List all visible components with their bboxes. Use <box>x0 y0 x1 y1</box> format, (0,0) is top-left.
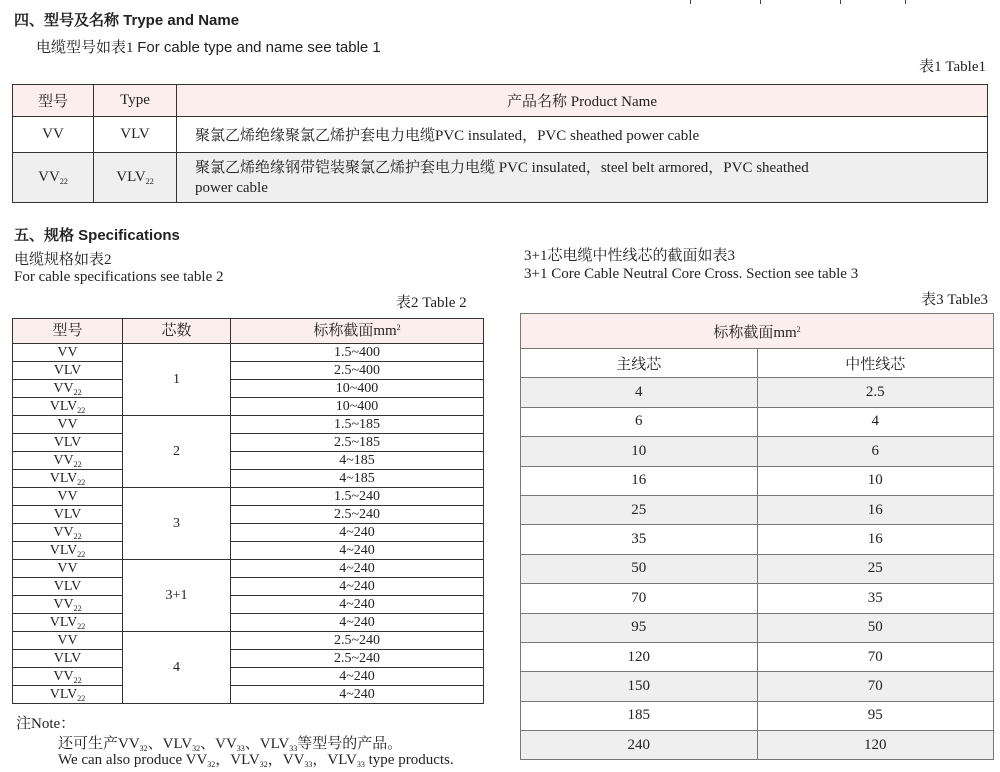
note-subscript: 32 <box>259 760 268 769</box>
top-decoration <box>690 0 990 5</box>
table2-label: 表2 Table 2 <box>396 295 467 311</box>
table1-header-type: Type <box>94 85 177 117</box>
table3-cell-neutral-core: 25 <box>757 554 994 583</box>
table2-header-section: 标称截面$mm^2$ <box>231 319 484 344</box>
note-text: 还可生产VV <box>58 736 140 752</box>
table2-cell-model: $VLV_{22}$ <box>13 614 123 632</box>
table2-cell-model: $VLV_{22}$ <box>13 470 123 488</box>
table3-cell-main-core: 70 <box>521 584 758 613</box>
table2-cell-model: $VLV_{22}$ <box>13 398 123 416</box>
table1-cell-type: $VLV_{22}$ <box>94 153 177 203</box>
table-row <box>13 686 484 704</box>
note-subscript: 33 <box>289 744 298 753</box>
table3-cell-neutral-core: 16 <box>757 495 994 524</box>
note-subscript: 33 <box>356 760 365 769</box>
table2-cell-section: 4~185 <box>231 470 484 488</box>
table-row <box>13 578 484 596</box>
table2-cell-model: VV <box>13 344 123 362</box>
table-row <box>13 524 484 542</box>
note-text: ，VLV <box>215 752 260 768</box>
table3-cell-neutral-core: 16 <box>757 525 994 554</box>
table2-cell-section: 4~240 <box>231 524 484 542</box>
table2-cell-section: 2.5~185 <box>231 434 484 452</box>
table2-header-cores: 芯数 <box>123 319 231 344</box>
table3-header-neutral-core: 中性线芯 <box>757 349 994 378</box>
table2-cell-model: $VV_{22}$ <box>13 596 123 614</box>
table-row <box>521 495 994 524</box>
table2-cell-model: VLV <box>13 650 123 668</box>
table-row <box>13 416 484 434</box>
note-en <box>58 748 454 769</box>
table2-cell-model: VV <box>13 488 123 506</box>
section5-intro-en: For cable specifications see table 2 <box>14 269 224 285</box>
table2-cell-section: 1.5~240 <box>231 488 484 506</box>
table2-cell-section: 2.5~240 <box>231 650 484 668</box>
table1-header-product-name: 产品名称 Product Name <box>177 85 988 117</box>
table2-cell-section: 4~185 <box>231 452 484 470</box>
table-row <box>521 407 994 436</box>
table3-cell-neutral-core: 6 <box>757 437 994 466</box>
table3-header-main-core: 主线芯 <box>521 349 758 378</box>
table1-cell-type: VLV <box>94 117 177 153</box>
table3-cell-main-core: 16 <box>521 466 758 495</box>
note-text: 、VLV <box>147 736 193 752</box>
table-row <box>521 437 994 466</box>
table-row <box>13 470 484 488</box>
table2-cell-model: $VV_{22}$ <box>13 524 123 542</box>
table2-cell-model: $VV_{22}$ <box>13 452 123 470</box>
table3-cell-main-core: 35 <box>521 525 758 554</box>
table-row <box>13 614 484 632</box>
table-row <box>521 525 994 554</box>
table2-cell-section: 1.5~185 <box>231 416 484 434</box>
table3-cell-main-core: 95 <box>521 613 758 642</box>
table1-label: 表1 Table1 <box>919 59 986 75</box>
table3-subheader-row <box>521 349 994 378</box>
table-row <box>521 642 994 671</box>
table-row <box>13 153 988 203</box>
table2-cell-section: 2.5~240 <box>231 632 484 650</box>
table2-cell-model: VLV <box>13 362 123 380</box>
table3-cell-main-core: 50 <box>521 554 758 583</box>
section4-intro <box>36 36 381 57</box>
table-row <box>13 434 484 452</box>
table3-cell-neutral-core: 2.5 <box>757 378 994 407</box>
note-subscript: 32 <box>139 744 148 753</box>
table3-intro-en: 3+1 Core Cable Neutral Core Cross. Section see table 3 <box>524 266 859 282</box>
table2-cell-model: VLV <box>13 578 123 596</box>
table2-cell-section: 4~240 <box>231 578 484 596</box>
table2-cell-model: VLV <box>13 506 123 524</box>
table3-cell-neutral-core: 50 <box>757 613 994 642</box>
table2-cell-section: 2.5~240 <box>231 506 484 524</box>
table3-label: 表3 Table3 <box>921 292 988 308</box>
table3-cell-main-core: 6 <box>521 407 758 436</box>
table3-cell-neutral-core: 10 <box>757 466 994 495</box>
table2-cell-model: VV <box>13 416 123 434</box>
table2-header-model: 型号 <box>13 319 123 344</box>
note-text: We can also produce VV <box>58 752 208 768</box>
table3-cell-neutral-core: 70 <box>757 672 994 701</box>
table-row <box>13 452 484 470</box>
note-text: type products. <box>364 752 454 768</box>
table-row <box>13 117 988 153</box>
table2-cell-cores: 3 <box>123 488 231 560</box>
section4-heading: 四、型号及名称 Trype and Name <box>14 12 240 29</box>
table2-header-row <box>13 319 484 344</box>
section5-intro-cn: 电缆规格如表2 <box>14 252 112 268</box>
table3-cell-main-core: 10 <box>521 437 758 466</box>
table-row <box>521 554 994 583</box>
table3-cell-neutral-core: 95 <box>757 701 994 730</box>
table2 <box>12 318 484 704</box>
note-text: 、VLV <box>244 736 290 752</box>
table2-cell-cores: 4 <box>123 632 231 704</box>
table-row <box>13 650 484 668</box>
table2-cell-section: 4~240 <box>231 668 484 686</box>
note-text: 、VV <box>200 736 237 752</box>
note-text: 等型号的产品。 <box>297 736 403 752</box>
table2-cell-section: 1.5~400 <box>231 344 484 362</box>
table1-header-row <box>13 85 988 117</box>
table2-cell-cores: 1 <box>123 344 231 416</box>
table2-cell-cores: 3+1 <box>123 560 231 632</box>
table3-cell-main-core: 185 <box>521 701 758 730</box>
table2-cell-section: 4~240 <box>231 614 484 632</box>
table-row <box>13 560 484 578</box>
table3-cell-main-core: 4 <box>521 378 758 407</box>
note-subscript: 33 <box>304 760 313 769</box>
table-row <box>521 584 994 613</box>
table1-cell-desc: 聚氯乙烯绝缘聚氯乙烯护套电力电缆PVC insulated，PVC sheathed power cable <box>177 117 988 153</box>
table1-cell-model: VV <box>13 117 94 153</box>
table-row <box>521 701 994 730</box>
table2-cell-model: VLV <box>13 434 123 452</box>
table2-cell-section: 4~240 <box>231 560 484 578</box>
table-row <box>13 542 484 560</box>
note-text: ，VV <box>267 752 305 768</box>
table2-cell-cores: 2 <box>123 416 231 488</box>
table2-cell-section: 4~240 <box>231 542 484 560</box>
table-row <box>521 672 994 701</box>
table2-cell-model: $VV_{22}$ <box>13 380 123 398</box>
note-text: ，VLV <box>312 752 357 768</box>
table-row <box>521 466 994 495</box>
table3-cell-main-core: 25 <box>521 495 758 524</box>
table-row <box>13 488 484 506</box>
table-row <box>521 378 994 407</box>
table-row <box>13 668 484 686</box>
table2-cell-section: 10~400 <box>231 398 484 416</box>
table3-header-section: 标称截面$mm^2$ <box>521 314 994 349</box>
table3-cell-main-core: 240 <box>521 731 758 760</box>
note-subscript: 32 <box>207 760 216 769</box>
table1-cell-model: $VV_{22}$ <box>13 153 94 203</box>
table3-cell-neutral-core: 35 <box>757 584 994 613</box>
table3-header-row <box>521 314 994 349</box>
table3-cell-neutral-core: 120 <box>757 731 994 760</box>
table3-cell-main-core: 150 <box>521 672 758 701</box>
table2-cell-model: VV <box>13 560 123 578</box>
table3-cell-neutral-core: 70 <box>757 642 994 671</box>
section4-intro-en: For cable type and name see table 1 <box>137 39 381 56</box>
table1 <box>12 84 988 203</box>
table2-cell-model: $VLV_{22}$ <box>13 686 123 704</box>
table-row <box>13 632 484 650</box>
table-row <box>13 362 484 380</box>
table1-header-model: 型号 <box>13 85 94 117</box>
table2-cell-model: VV <box>13 632 123 650</box>
table2-cell-section: 4~240 <box>231 596 484 614</box>
note-label: 注Note： <box>16 716 76 732</box>
table-row <box>13 344 484 362</box>
table-row <box>13 506 484 524</box>
table2-cell-section: 10~400 <box>231 380 484 398</box>
table2-cell-model: $VV_{22}$ <box>13 668 123 686</box>
section5-heading: 五、规格 Specifications <box>14 227 180 244</box>
table-row <box>521 731 994 760</box>
table-row <box>521 613 994 642</box>
table1-cell-desc: 聚氯乙烯绝缘钢带铠装聚氯乙烯护套电力电缆 PVC insulated，steel belt armored，PVC sheathed power cable <box>177 153 988 203</box>
note-subscript: 33 <box>236 744 245 753</box>
table2-cell-model: $VLV_{22}$ <box>13 542 123 560</box>
table-row <box>13 596 484 614</box>
table3-cell-neutral-core: 4 <box>757 407 994 436</box>
note-subscript: 32 <box>192 744 201 753</box>
table-row <box>13 380 484 398</box>
table2-cell-section: 4~240 <box>231 686 484 704</box>
table3-cell-main-core: 120 <box>521 642 758 671</box>
table3 <box>520 313 994 760</box>
section4-intro-cn: 电缆型号如表1 <box>36 40 134 56</box>
table-row <box>13 398 484 416</box>
table3-intro-cn: 3+1芯电缆中性线芯的截面如表3 <box>524 248 735 264</box>
table2-cell-section: 2.5~400 <box>231 362 484 380</box>
